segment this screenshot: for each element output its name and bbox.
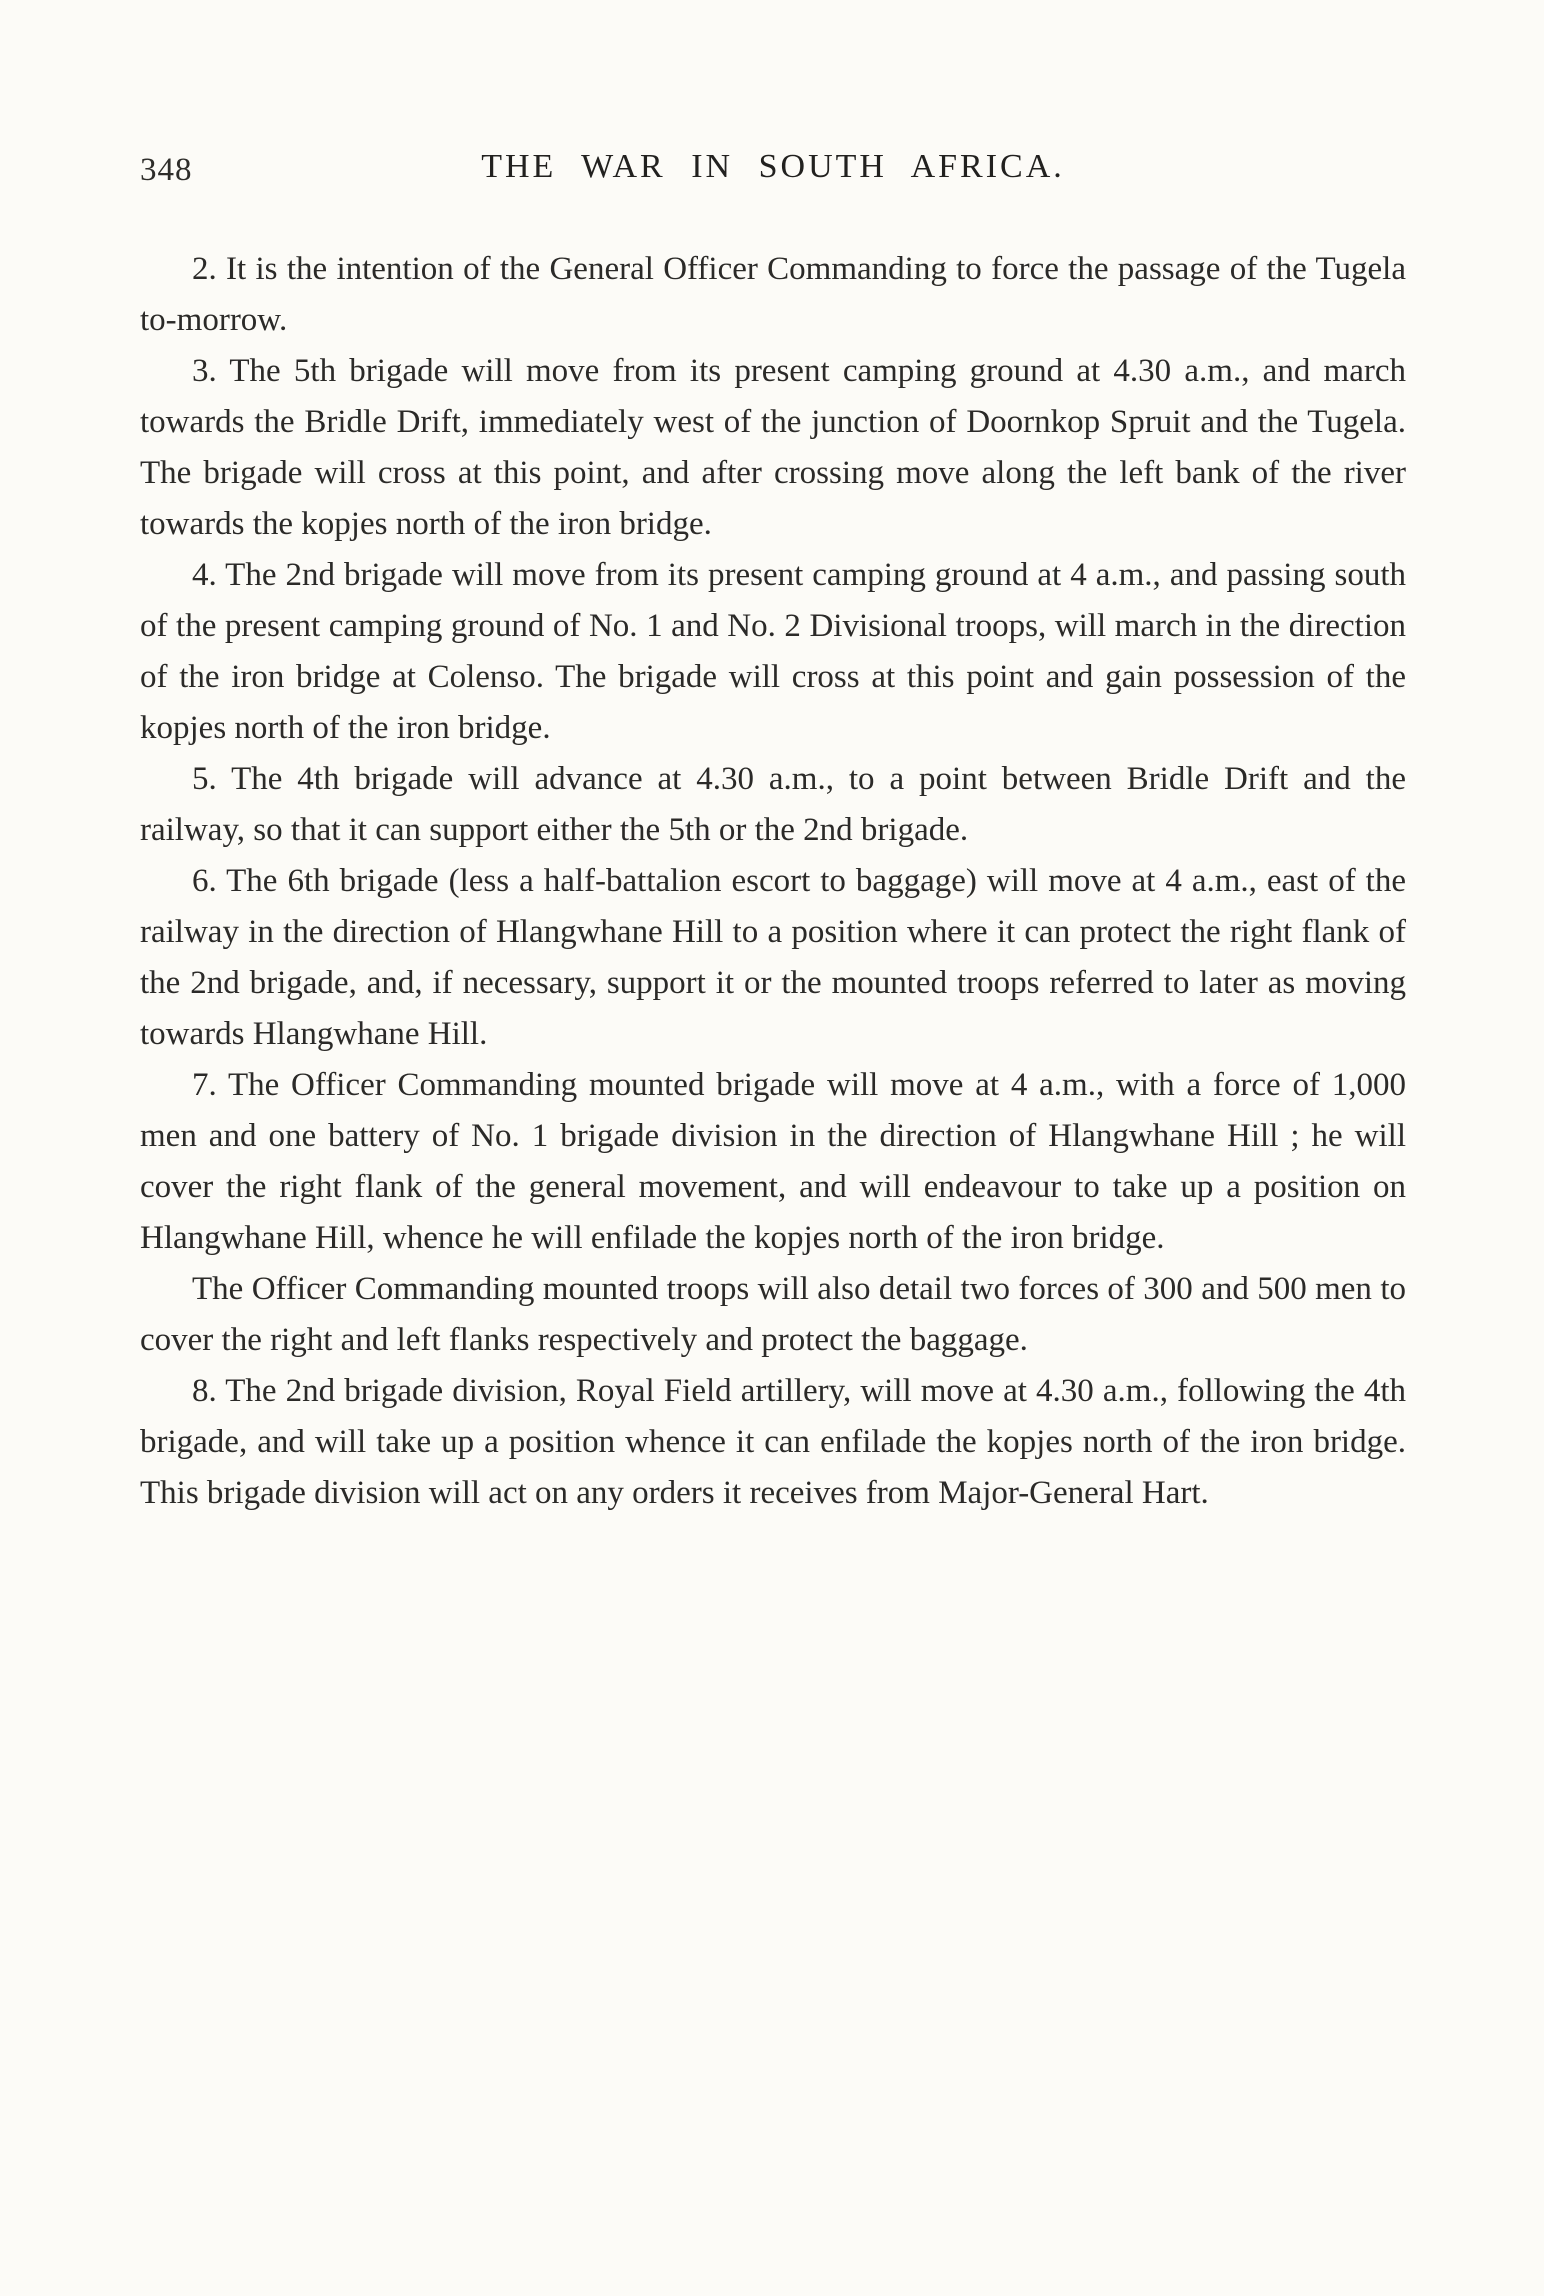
paragraph-2: 2. It is the intention of the General Officer Commanding to force the passage of the Tugela to-morrow. [140, 251, 1406, 338]
page-number: 348 [140, 152, 193, 188]
paragraph-8: 8. The 2nd brigade division, Royal Field artillery, will move at 4.30 a.m., following the 4th brigade, and will take up a position whence it can enfilade the kopjes north of the iron bridge. This brigade division will act on any orders it receives from Major-General Hart. [140, 1373, 1406, 1511]
paragraph-7: 7. The Officer Commanding mounted brigade will move at 4 a.m., with a force of 1,000 men and one battery of No. 1 brigade division in the direction of Hlangwhane Hill ; he will cover the right flank of the general movement, and will endeavour to take up a position on Hlangwhane Hill, whence he will enfilade the kopjes north of the iron bridge. [140, 1067, 1406, 1256]
paragraph-3: 3. The 5th brigade will move from its present camping ground at 4.30 a.m., and march towards the Bridle Drift, immediately west of the junction of Doornkop Spruit and the Tugela. The brigade will cross at this point, and after crossing move along the left bank of the river towards the kopjes north of the iron bridge. [140, 353, 1406, 542]
running-title: THE WAR IN SOUTH AFRICA. [481, 148, 1065, 185]
page-header [140, 148, 1406, 200]
paragraph-4: 4. The 2nd brigade will move from its present camping ground at 4 a.m., and passing south of the present camping ground of No. 1 and No. 2 Divisional troops, will march in the direction of the iron bridge at Colenso. The brigade will cross at this point and gain possession of the kopjes north of the iron bridge. [140, 557, 1406, 746]
paragraph-7-continued: The Officer Commanding mounted troops will also detail two forces of 300 and 500 men to cover the right and left flanks respectively and protect the baggage. [140, 1271, 1406, 1358]
text-block [140, 244, 1406, 1519]
paragraph-5: 5. The 4th brigade will advance at 4.30 a.m., to a point between Bridle Drift and the railway, so that it can support either the 5th or the 2nd brigade. [140, 761, 1406, 848]
paragraph-6: 6. The 6th brigade (less a half-battalion escort to baggage) will move at 4 a.m., east of the railway in the direction of Hlangwhane Hill to a position where it can protect the right flank of the 2nd brigade, and, if necessary, support it or the mounted troops referred to later as moving towards Hlangwhane Hill. [140, 863, 1406, 1052]
